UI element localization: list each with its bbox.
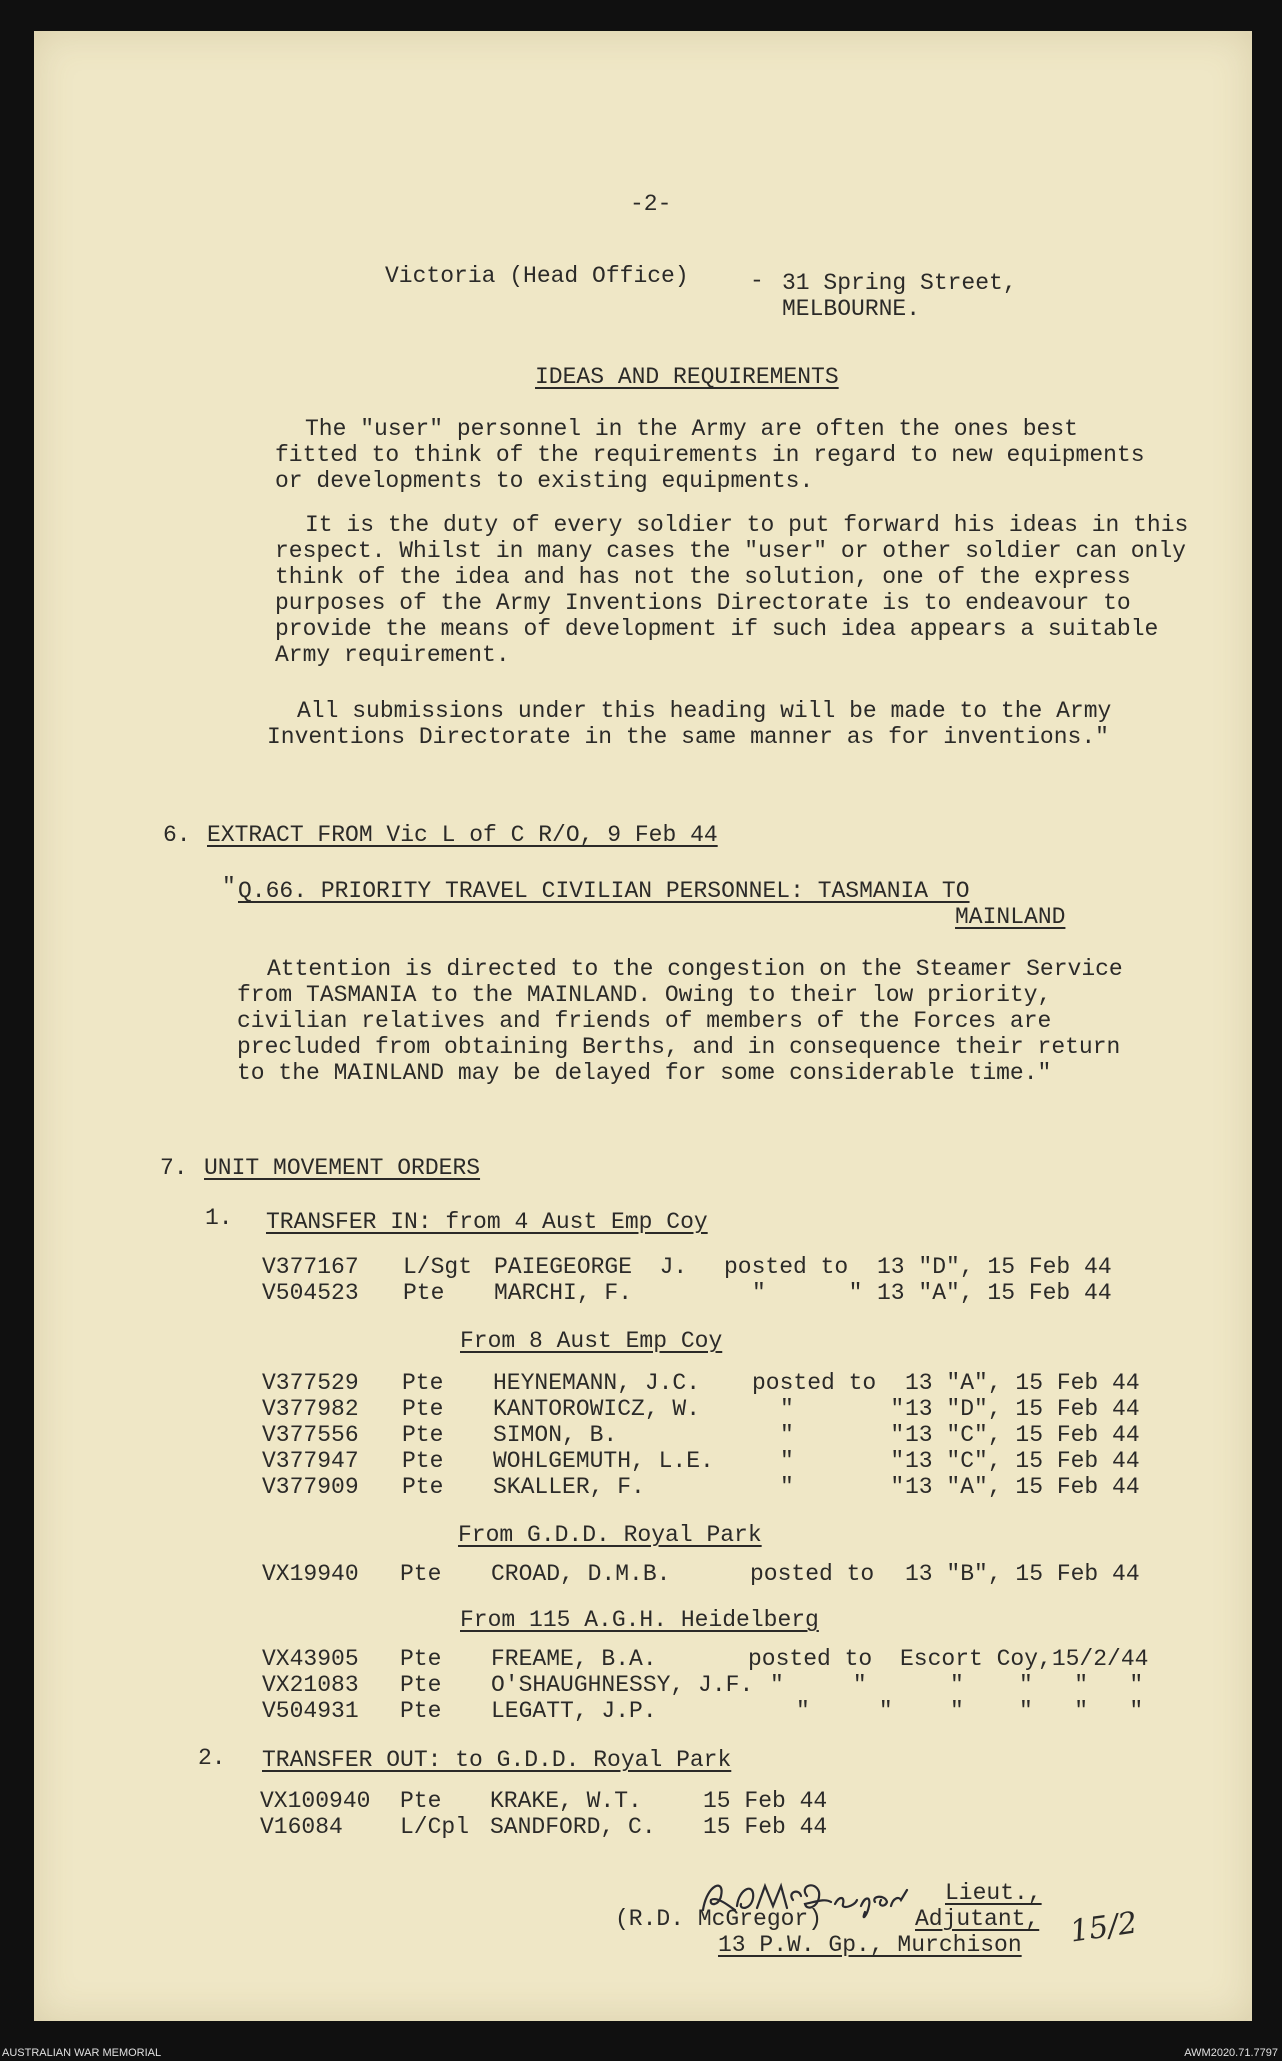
group-2-heading: From 8 Aust Emp Coy (460, 1328, 723, 1354)
address-city: MELBOURNE. (782, 296, 921, 322)
signatory-unit: 13 P.W. Gp., Murchison (718, 1932, 1022, 1958)
table-row: VX43905 Pte FREAME, B.A. posted to Escort Coy,15/2/44 (262, 1646, 1149, 1672)
group-4-heading: From 115 A.G.H. Heidelberg (460, 1607, 819, 1633)
q66-open-quote: " (222, 874, 236, 900)
signatory-rank: Lieut., (945, 1880, 1042, 1906)
section-7-number: 7. (160, 1155, 188, 1181)
archive-footer-right: AWM2020.71.7797 (1184, 2047, 1278, 2059)
archive-footer-left: AUSTRALIAN WAR MEMORIAL (2, 2047, 162, 2059)
page-number: -2- (630, 191, 672, 217)
table-row: V504931 Pte LEGATT, J.P. " " " " " " (262, 1698, 1144, 1724)
table-row: V377982 Pte KANTOROWICZ, W. " " 13 "D", 15 Feb 44 (262, 1396, 1140, 1422)
ideas-heading: IDEAS AND REQUIREMENTS (535, 364, 839, 390)
table-row: V377529 Pte HEYNEMANN, J.C. posted to 13 "A", 15 Feb 44 (262, 1370, 1140, 1396)
sub-1-heading: TRANSFER IN: from 4 Aust Emp Coy (266, 1209, 708, 1235)
signatory-role: Adjutant, (915, 1906, 1040, 1932)
sub-1-number: 1. (205, 1205, 233, 1231)
table-row: V377947 Pte WOHLGEMUTH, L.E. " " 13 "C", 15 Feb 44 (262, 1448, 1140, 1474)
section-6-number: 6. (163, 822, 191, 848)
q66-title: Q.66. PRIORITY TRAVEL CIVILIAN PERSONNEL: TASMANIA TO (238, 878, 970, 904)
address-office: Victoria (Head Office) (385, 263, 689, 289)
section-7-heading: UNIT MOVEMENT ORDERS (204, 1155, 481, 1181)
table-row: VX100940 Pte KRAKE, W.T. 15 Feb 44 (260, 1788, 828, 1814)
sub-2-heading: TRANSFER OUT: to G.D.D. Royal Park (262, 1747, 732, 1773)
group-3-heading: From G.D.D. Royal Park (458, 1522, 762, 1548)
table-row: V16084 L/Cpl SANDFORD, C. 15 Feb 44 (260, 1814, 828, 1840)
ideas-paragraph-2: It is the duty of every soldier to put forward his ideas in this respect. Whilst in many cases the "user" or other soldier can only think of the idea and has not the solution, one of the express purposes of the Army Inventions Directorate is to endeavour to provide the means of development if such idea appears a suitable Army requirement. (275, 512, 1189, 668)
signatory-name: (R.D. McGregor) (615, 1906, 823, 1932)
address-street: 31 Spring Street, (782, 270, 1017, 296)
q66-body: Attention is directed to the congestion on the Steamer Service from TASMANIA to the MAINLAND. Owing to their low priority, civilian relatives and friends of members of the Forces are precluded from obtaining Berths, and in consequence their return to the MAINLAND may be delayed for some considerable time." (237, 956, 1123, 1086)
table-row: V377556 Pte SIMON, B. " " 13 "C", 15 Feb 44 (262, 1422, 1140, 1448)
sub-2-number: 2. (198, 1745, 226, 1771)
address-dash: - (750, 268, 764, 294)
table-row: V377167 L/Sgt PAIEGEORGE J. posted to 13 "D", 15 Feb 44 (262, 1254, 1112, 1280)
table-row: V377909 Pte SKALLER, F. " " 13 "A", 15 Feb 44 (262, 1474, 1140, 1500)
table-row: VX21083 Pte O'SHAUGHNESSY, J.F. " " " " " " (262, 1672, 1144, 1698)
handwritten-date-note: 15/2 (1067, 1905, 1140, 1950)
table-row: V504523 Pte MARCHI, F. " " 13 "A", 15 Feb 44 (262, 1280, 1112, 1306)
table-row: VX19940 Pte CROAD, D.M.B. posted to 13 "B", 15 Feb 44 (262, 1561, 1140, 1587)
ideas-paragraph-3: All submissions under this heading will be made to the Army Inventions Directorate in the same manner as for inventions." (267, 698, 1112, 750)
ideas-paragraph-1: The "user" personnel in the Army are often the ones best fitted to think of the requirements in regard to new equipments or developments to existing equipments. (275, 416, 1145, 494)
q66-title-cont: MAINLAND (955, 904, 1066, 930)
section-6-heading: EXTRACT FROM Vic L of C R/O, 9 Feb 44 (207, 822, 718, 848)
